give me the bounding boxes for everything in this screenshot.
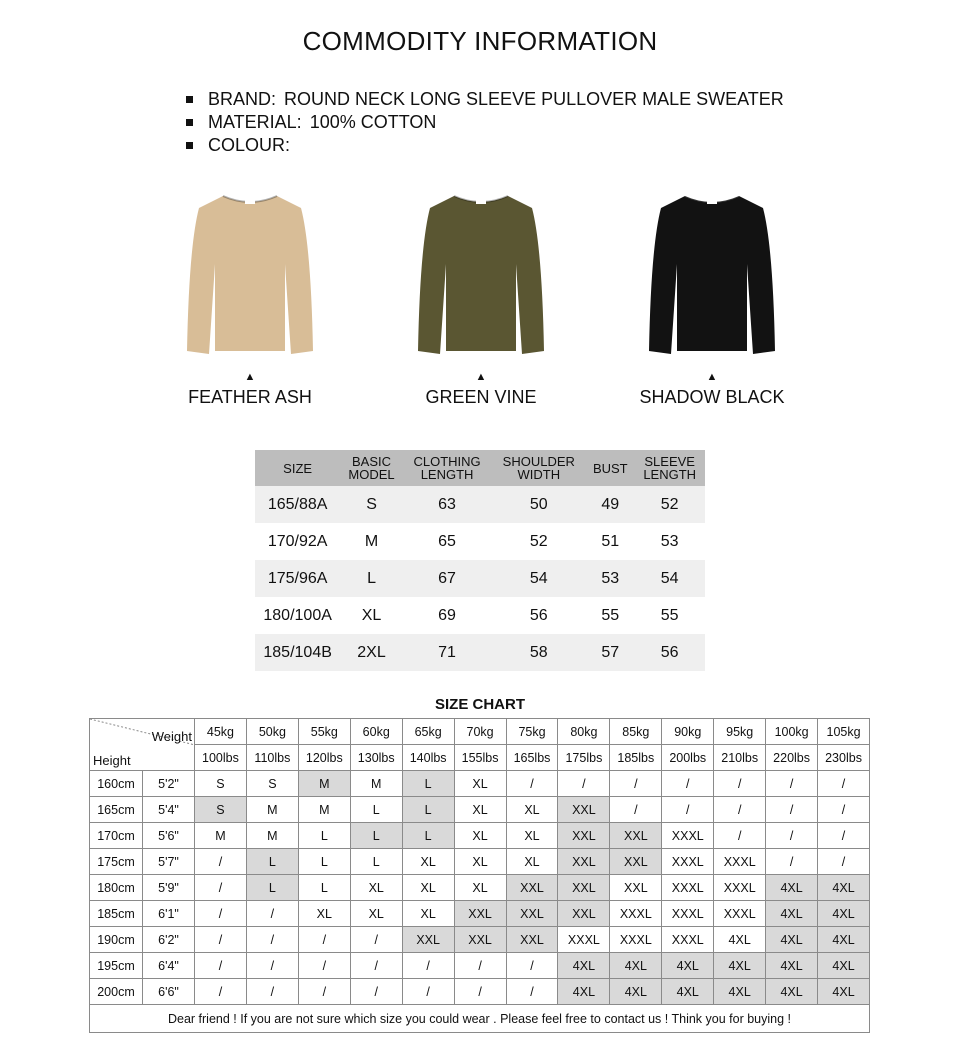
size-cell: L (246, 875, 298, 901)
weight-lbs-cell: 220lbs (766, 745, 818, 771)
size-cell: XXL (558, 797, 610, 823)
size-cell: / (350, 979, 402, 1005)
weight-kg-cell: 85kg (610, 719, 662, 745)
size-cell: 4XL (714, 927, 766, 953)
size-cell: / (298, 927, 350, 953)
weight-lbs-cell: 165lbs (506, 745, 558, 771)
size-cell: / (246, 927, 298, 953)
size-cell: / (246, 901, 298, 927)
size-cell: XXXL (714, 875, 766, 901)
height-cm-cell: 180cm (90, 875, 143, 901)
size-cell: XL (298, 901, 350, 927)
size-cell: / (766, 849, 818, 875)
size-cell: L (298, 823, 350, 849)
size-chart-row (90, 797, 870, 823)
header-bust: BUST (586, 450, 634, 486)
sweater-image (175, 186, 325, 356)
height-cm-cell: 195cm (90, 953, 143, 979)
size-cell: / (195, 875, 247, 901)
height-cm-cell: 190cm (90, 927, 143, 953)
weight-lbs-cell: 185lbs (610, 745, 662, 771)
weight-kg-cell: 80kg (558, 719, 610, 745)
size-chart-row (90, 849, 870, 875)
size-cell: / (246, 953, 298, 979)
size-cell: XL (350, 901, 402, 927)
size-cell: / (818, 771, 870, 797)
size-cell: / (766, 797, 818, 823)
size-cell: XXL (402, 927, 454, 953)
size-cell: 4XL (610, 953, 662, 979)
table-row: 165/88A S 63 50 49 52 (255, 486, 705, 523)
weight-lbs-cell: 200lbs (662, 745, 714, 771)
triangle-up-icon: ▲ (244, 371, 256, 383)
sweater-image (406, 186, 556, 356)
size-cell: XL (454, 823, 506, 849)
weight-kg-cell: 95kg (714, 719, 766, 745)
size-cell: XL (506, 823, 558, 849)
size-cell: 4XL (818, 979, 870, 1005)
height-ft-cell: 6'2" (143, 927, 195, 953)
size-chart-row (90, 927, 870, 953)
size-cell: L (298, 849, 350, 875)
height-cm-cell: 200cm (90, 979, 143, 1005)
size-cell: 4XL (558, 953, 610, 979)
bullet-square-icon (186, 96, 193, 103)
size-cell: / (298, 979, 350, 1005)
size-cell: / (506, 979, 558, 1005)
weight-kg-cell: 70kg (454, 719, 506, 745)
size-cell: XL (402, 849, 454, 875)
size-cell: / (714, 823, 766, 849)
size-cell: / (662, 771, 714, 797)
weight-kg-cell: 105kg (818, 719, 870, 745)
height-ft-cell: 5'9" (143, 875, 195, 901)
size-cell: XXXL (662, 875, 714, 901)
size-cell: / (818, 823, 870, 849)
size-cell: 4XL (766, 901, 818, 927)
height-ft-cell: 5'2" (143, 771, 195, 797)
size-cell: 4XL (818, 901, 870, 927)
weight-kg-cell: 90kg (662, 719, 714, 745)
size-cell: XXXL (714, 849, 766, 875)
size-cell: S (246, 771, 298, 797)
sweater-label-tag (476, 200, 486, 204)
size-cell: 4XL (610, 979, 662, 1005)
size-chart-row (90, 953, 870, 979)
size-cell: XL (454, 771, 506, 797)
size-cell: 4XL (714, 953, 766, 979)
color-name: FEATHER ASH (188, 387, 312, 407)
size-cell: XXL (610, 875, 662, 901)
size-cell: S (195, 797, 247, 823)
triangle-up-icon: ▲ (706, 371, 718, 383)
size-cell: / (506, 953, 558, 979)
header-basic-model: BASIC MODEL (340, 450, 403, 486)
size-cell: 4XL (766, 927, 818, 953)
size-cell: XL (350, 875, 402, 901)
size-cell: L (402, 797, 454, 823)
size-measurement-table (255, 450, 705, 671)
size-cell: XXL (506, 927, 558, 953)
size-cell: / (714, 771, 766, 797)
bullet-square-icon (186, 142, 193, 149)
size-cell: XL (454, 797, 506, 823)
size-cell: / (454, 979, 506, 1005)
weight-kg-cell: 75kg (506, 719, 558, 745)
size-cell: XXXL (610, 927, 662, 953)
size-cell: XXL (454, 901, 506, 927)
weight-kg-cell: 50kg (246, 719, 298, 745)
size-cell: XXL (506, 875, 558, 901)
size-chart-row (90, 875, 870, 901)
weight-lbs-cell: 120lbs (298, 745, 350, 771)
size-cell: L (350, 849, 402, 875)
weight-kg-cell: 45kg (195, 719, 247, 745)
size-cell: L (350, 797, 402, 823)
size-cell: XXL (610, 849, 662, 875)
size-cell: M (195, 823, 247, 849)
weight-kg-cell: 65kg (402, 719, 454, 745)
material-label: MATERIAL: (208, 112, 302, 132)
size-cell: L (246, 849, 298, 875)
size-cell: 4XL (818, 875, 870, 901)
size-cell: 4XL (558, 979, 610, 1005)
weight-lbs-cell: 130lbs (350, 745, 402, 771)
size-cell: / (246, 979, 298, 1005)
color-option-feather-ash[interactable] (135, 186, 365, 408)
colour-label: COLOUR: (208, 135, 291, 155)
size-cell: / (350, 953, 402, 979)
sweater-body (187, 196, 313, 354)
header-size: SIZE (255, 450, 340, 486)
size-chart-row (90, 823, 870, 849)
height-cm-cell: 175cm (90, 849, 143, 875)
size-cell: XL (506, 797, 558, 823)
size-cell: L (298, 875, 350, 901)
color-name: GREEN VINE (425, 387, 537, 407)
size-cell: XXXL (662, 901, 714, 927)
weight-lbs-cell: 210lbs (714, 745, 766, 771)
header-clothing-length: CLOTHING LENGTH (403, 450, 492, 486)
size-cell: / (402, 953, 454, 979)
size-cell: / (298, 953, 350, 979)
size-cell: / (350, 927, 402, 953)
weight-lbs-cell: 155lbs (454, 745, 506, 771)
brand-row (186, 88, 784, 111)
size-cell: XXL (558, 849, 610, 875)
size-cell: XXXL (714, 901, 766, 927)
weight-lbs-cell: 175lbs (558, 745, 610, 771)
size-cell: XXL (558, 875, 610, 901)
height-cm-cell: 185cm (90, 901, 143, 927)
size-cell: XXXL (662, 849, 714, 875)
header-sleeve-length: SLEEVE LENGTH (634, 450, 705, 486)
size-cell: 4XL (766, 979, 818, 1005)
size-cell: XXL (454, 927, 506, 953)
size-chart-row (90, 901, 870, 927)
size-chart-row (90, 771, 870, 797)
brand-value: ROUND NECK LONG SLEEVE PULLOVER MALE SWEATER (284, 89, 784, 109)
header-shoulder-width: SHOULDER WIDTH (491, 450, 586, 486)
size-cell: M (298, 797, 350, 823)
size-cell: L (350, 823, 402, 849)
height-cm-cell: 165cm (90, 797, 143, 823)
size-cell: / (818, 849, 870, 875)
size-cell: M (246, 823, 298, 849)
height-ft-cell: 6'4" (143, 953, 195, 979)
size-cell: XL (402, 875, 454, 901)
table-row: 185/104B 2XL 71 58 57 56 (255, 634, 705, 671)
size-cell: / (195, 927, 247, 953)
size-cell: / (402, 979, 454, 1005)
size-cell: XXL (610, 823, 662, 849)
size-cell: XXL (558, 823, 610, 849)
size-cell: 4XL (818, 927, 870, 953)
size-cell: / (766, 823, 818, 849)
height-weight-header (90, 719, 195, 771)
size-cell: / (662, 797, 714, 823)
weight-lbs-cell: 230lbs (818, 745, 870, 771)
height-ft-cell: 5'4" (143, 797, 195, 823)
weight-label: Weight (151, 729, 192, 744)
size-cell: / (610, 797, 662, 823)
size-cell: / (195, 979, 247, 1005)
size-cell: / (454, 953, 506, 979)
color-options (0, 186, 960, 416)
size-cell: S (195, 771, 247, 797)
weight-kg-cell: 60kg (350, 719, 402, 745)
size-chart-table (89, 718, 870, 1033)
table-row: 175/96A L 67 54 53 54 (255, 560, 705, 597)
height-cm-cell: 170cm (90, 823, 143, 849)
sweater-body (418, 196, 544, 354)
weight-kg-cell: 55kg (298, 719, 350, 745)
size-cell: / (195, 901, 247, 927)
size-cell: / (195, 849, 247, 875)
height-cm-cell: 160cm (90, 771, 143, 797)
sweater-body (649, 196, 775, 354)
brand-label: BRAND: (208, 89, 277, 109)
size-cell: / (818, 797, 870, 823)
size-cell: M (246, 797, 298, 823)
sweater-image (637, 186, 787, 356)
size-cell: / (506, 771, 558, 797)
color-option-green-vine[interactable] (366, 186, 596, 408)
size-table-header (255, 450, 705, 486)
weight-lbs-cell: 100lbs (195, 745, 247, 771)
sweater-label-tag (707, 200, 717, 204)
height-ft-cell: 6'1" (143, 901, 195, 927)
size-cell: / (195, 953, 247, 979)
size-cell: XXL (558, 901, 610, 927)
weight-lbs-cell: 140lbs (402, 745, 454, 771)
height-ft-cell: 6'6" (143, 979, 195, 1005)
size-cell: / (714, 797, 766, 823)
size-cell: M (350, 771, 402, 797)
height-ft-cell: 5'7" (143, 849, 195, 875)
size-chart-note-row (90, 1005, 870, 1033)
size-cell: XXXL (662, 823, 714, 849)
size-cell: 4XL (818, 953, 870, 979)
color-name: SHADOW BLACK (639, 387, 785, 407)
size-cell: 4XL (662, 979, 714, 1005)
table-row: 170/92A M 65 52 51 53 (267, 532, 679, 550)
size-cell: / (766, 771, 818, 797)
size-chart-title: SIZE CHART (435, 696, 525, 713)
height-label: Height (93, 753, 131, 768)
triangle-up-icon: ▲ (475, 371, 487, 383)
size-cell: / (610, 771, 662, 797)
colour-row (186, 134, 784, 157)
weight-lbs-cell: 110lbs (246, 745, 298, 771)
material-row (186, 111, 784, 134)
height-ft-cell: 5'6" (143, 823, 195, 849)
size-cell: M (298, 771, 350, 797)
size-cell: L (402, 771, 454, 797)
weight-kg-cell: 100kg (766, 719, 818, 745)
size-cell: XL (506, 849, 558, 875)
color-option-shadow-black[interactable] (597, 186, 827, 408)
size-cell: XXXL (662, 927, 714, 953)
weight-lbs-row (90, 745, 870, 771)
size-chart-row (90, 979, 870, 1005)
size-cell: / (558, 771, 610, 797)
weight-kg-row (90, 719, 870, 745)
size-cell: XL (402, 901, 454, 927)
product-info-list (186, 88, 784, 157)
size-cell: L (402, 823, 454, 849)
sweater-label-tag (245, 200, 255, 204)
size-cell: 4XL (766, 875, 818, 901)
table-row: 180/100A XL 69 56 55 55 (263, 606, 679, 624)
size-cell: XL (454, 875, 506, 901)
bullet-square-icon (186, 119, 193, 126)
size-cell: 4XL (766, 953, 818, 979)
size-cell: XL (454, 849, 506, 875)
size-chart-note: Dear friend ! If you are not sure which size you could wear . Please feel free to contact us ! Think you for buying ! (90, 1005, 870, 1033)
size-cell: 4XL (714, 979, 766, 1005)
material-value: 100% COTTON (309, 112, 437, 132)
page-title: COMMODITY INFORMATION (302, 26, 658, 56)
size-cell: XXL (506, 901, 558, 927)
size-cell: 4XL (662, 953, 714, 979)
size-cell: XXXL (558, 927, 610, 953)
size-cell: XXXL (610, 901, 662, 927)
